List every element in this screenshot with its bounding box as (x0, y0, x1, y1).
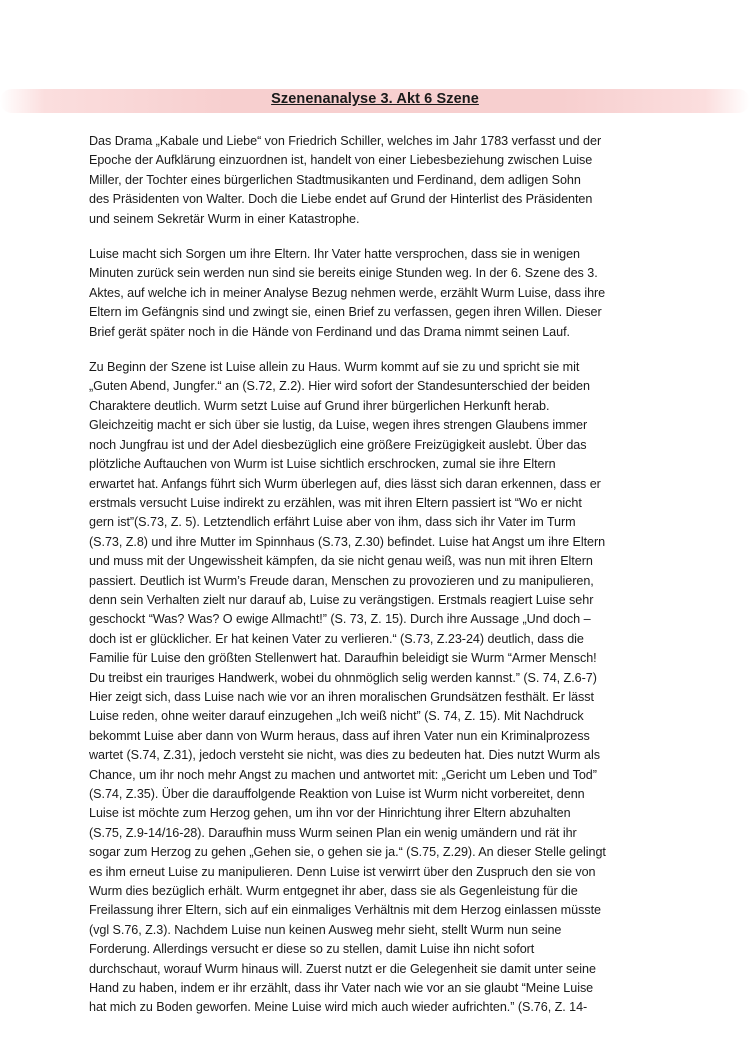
text-line: es ihm erneut Luise zu manipulieren. Denn Luise ist verwirrt über den Zuspruch den sie von (89, 864, 596, 879)
paragraph-analysis (89, 358, 669, 1018)
text-line: Eltern im Gefängnis sind und zwingt sie, einen Brief zu verfassen, gegen ihren Willen. Dieser (89, 305, 602, 320)
text-line: Charaktere deutlich. Wurm setzt Luise auf Grund ihrer bürgerlichen Herkunft herab. (89, 398, 550, 413)
text-line: bekommt Luise aber dann von Wurm heraus, dass auf ihren Vater nun ein Kriminalprozess (89, 728, 590, 743)
text-line: sogar zum Herzog zu gehen „Gehen sie, o gehen sie ja.“ (S.75, Z.29). An dieser Stelle gelingt (89, 845, 606, 860)
text-line: Gleichzeitig macht er sich über sie lustig, da Luise, wegen ihres strengen Glaubens immer (89, 418, 588, 433)
text-line: Aktes, auf welche ich in meiner Analyse Bezug nehmen werde, erzählt Wurm Luise, dass ihre (89, 285, 606, 300)
text-line: plötzliche Auftauchen von Wurm ist Luise sichtlich erschrocken, zumal sie ihre Eltern (89, 457, 556, 472)
text-line: (S.75, Z.9-14/16-28). Daraufhin muss Wurm seinen Plan ein wenig umändern und rät ihr (89, 825, 577, 840)
text-line: Brief gerät später noch in die Hände von Ferdinand und das Drama nimmt seinen Lauf. (89, 324, 570, 339)
text-line: durchschaut, worauf Wurm hinaus will. Zuerst nutzt er die Gelegenheit sie damit unter seine (89, 961, 596, 976)
text-line: Hier zeigt sich, dass Luise nach wie vor an ihren moralischen Grundsätzen festhält. Er lässt (89, 689, 594, 704)
text-line: wartet (S.74, Z.31), jedoch versteht sie nicht, was dies zu bedeuten hat. Dies nutzt Wurm als (89, 748, 601, 763)
text-line: (vgl S.76, Z.3). Nachdem Luise nun keinen Ausweg mehr sieht, stellt Wurm nun seine (89, 922, 562, 937)
text-line: Epoche der Aufklärung einzuordnen ist, handelt von einer Liebesbeziehung zwischen Luise (89, 153, 593, 168)
text-line: Luise macht sich Sorgen um ihre Eltern. Ihr Vater hatte versprochen, dass sie in wenigen (89, 247, 580, 262)
text-line: gern ist”(S.73, Z. 5). Letztendlich erfährt Luise aber von ihm, dass sich ihr Vater im Turm (89, 515, 576, 530)
paragraph-intro (89, 132, 669, 229)
text-line: doch ist er glücklicher. Er hat keinen Vater zu verlieren.“ (S.73, Z.23-24) deutlich, dass die (89, 631, 584, 646)
text-line: erwartet hat. Anfangs führt sich Wurm überlegen auf, dies lässt sich daran erkennen, dass er (89, 476, 601, 491)
text-line: Luise ist möchte zum Herzog gehen, um ihn vor der Hinrichtung ihrer Eltern abzuhalten (89, 806, 571, 821)
text-line: Wurm dies bezüglich erhält. Wurm entgegnet ihr aber, dass sie als Gegenleistung für die (89, 884, 578, 899)
text-line: (S.73, Z.8) und ihre Mutter im Spinnhaus (S.73, Z.30) befindet. Luise hat Angst um ihre Eltern (89, 534, 606, 549)
text-line: Luise reden, ohne weiter darauf einzugehen „Ich weiß nicht” (S. 74, Z. 15). Mit Nachdruck (89, 709, 584, 724)
text-line: Zu Beginn der Szene ist Luise allein zu Haus. Wurm kommt auf sie zu und spricht sie mit (89, 360, 580, 375)
text-line: passiert. Deutlich ist Wurm’s Freude daran, Menschen zu provozieren und zu manipulieren, (89, 573, 594, 588)
text-line: hat mich zu Boden geworfen. Meine Luise wird mich auch wieder aufrichten.” (S.76, Z. 14- (89, 1000, 588, 1015)
text-line: des Präsidenten von Walter. Doch die Liebe endet auf Grund der Hinterlist des Präsidenten (89, 192, 593, 207)
text-line: und seinem Sekretär Wurm in einer Katastrophe. (89, 211, 360, 226)
paragraph-summary (89, 245, 669, 342)
text-line: und muss mit der Ungewissheit kämpfen, da sie nicht genau weiß, was nun mit ihren Eltern (89, 554, 593, 569)
text-line: Miller, der Tochter eines bürgerlichen Stadtmusikanten und Ferdinand, dem adligen Sohn (89, 172, 581, 187)
text-line: geschockt “Was? Was? O ewige Allmacht!” (S. 73, Z. 15). Durch ihre Aussage „Und doch – (89, 612, 591, 627)
text-line: Freilassung ihrer Eltern, sich auf ein einmaliges Verhältnis mit dem Herzog einlassen müsste (89, 903, 601, 918)
text-line: noch Jungfrau ist und der Adel diesbezüglich eine größere Freizügigkeit auslebt. Über das (89, 437, 587, 452)
text-line: Minuten zurück sein werden nun sind sie bereits einige Stunden weg. In der 6. Szene des 3. (89, 266, 598, 281)
text-line: denn sein Verhalten zielt nur darauf ab, Luise zu verängstigen. Erstmals reagiert Luise sehr (89, 592, 594, 607)
page-title: Szenenanalyse 3. Akt 6 Szene (271, 91, 479, 107)
text-line: Du treibst ein trauriges Handwerk, wobei du ohnmöglich selig werden kannst.” (S. 74, Z.6-7) (89, 670, 597, 685)
text-line: (S.74, Z.35). Über die darauffolgende Reaktion von Luise ist Wurm nicht vorbereitet, denn (89, 787, 585, 801)
text-line: erstmals versucht Luise indirekt zu erzählen, was mit ihren Eltern passiert ist “Wo er nicht (89, 495, 582, 510)
document-body (89, 132, 669, 1034)
text-line: „Guten Abend, Jungfer.“ an (S.72, Z.2). Hier wird sofort der Standesunterschied der beiden (89, 379, 590, 394)
text-line: Forderung. Allerdings versucht er diese so zu stellen, damit Luise ihn nicht sofort (89, 942, 535, 957)
text-line: Familie für Luise den größten Stellenwert hat. Daraufhin beleidigt sie Wurm “Armer Mensch! (89, 651, 597, 666)
text-line: Das Drama „Kabale und Liebe“ von Friedrich Schiller, welches im Jahr 1783 verfasst und der (89, 134, 602, 148)
text-line: Hand zu haben, indem er ihr erzählt, dass ihr Vater nach wie vor an sie glaubt “Meine Luise (89, 981, 594, 996)
text-line: Chance, um ihr noch mehr Angst zu machen und antwortet mit: „Gericht um Leben und Tod” (89, 767, 597, 782)
